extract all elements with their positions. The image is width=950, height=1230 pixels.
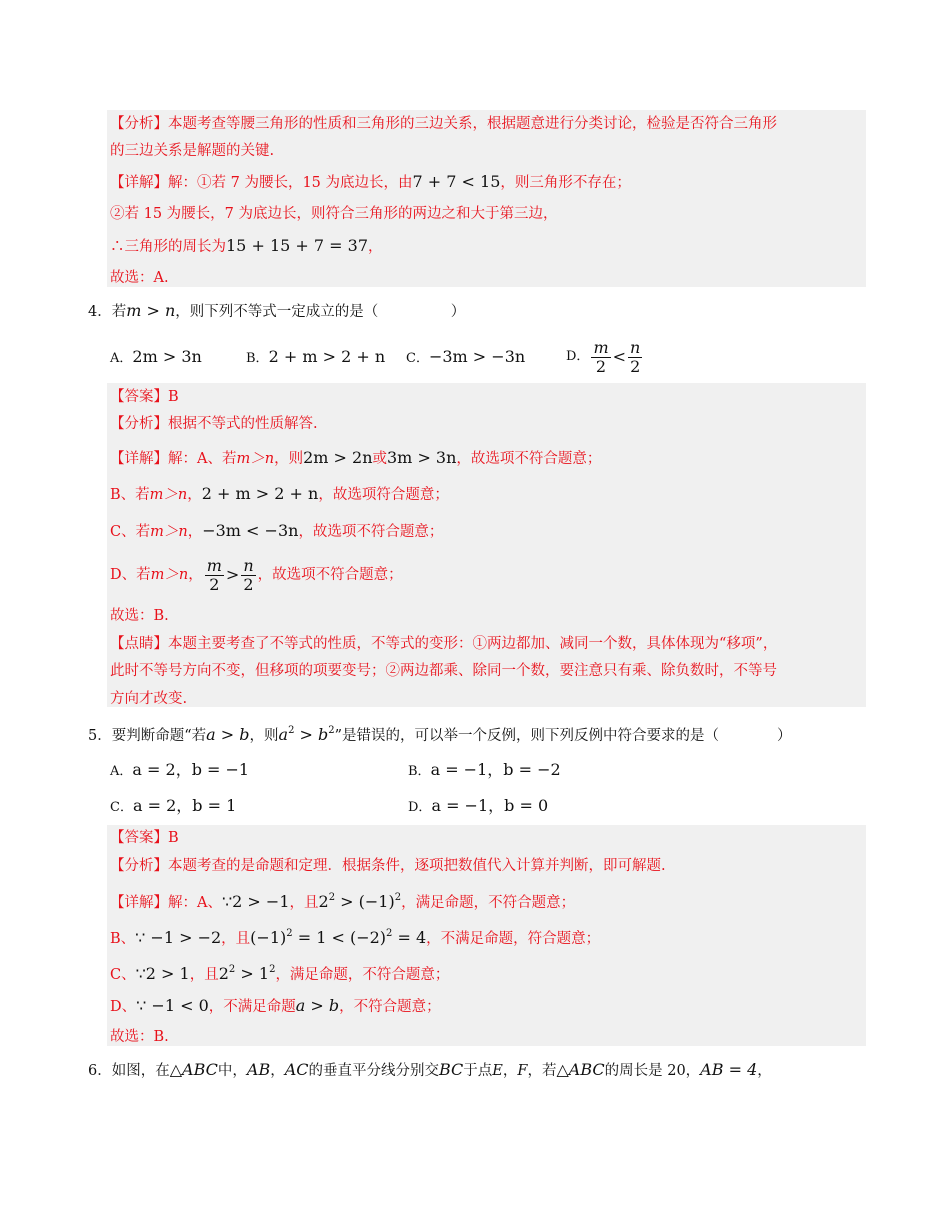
q5-b-suffix: ，不满足命题，符合题意； bbox=[426, 931, 601, 947]
q4-stem-prefix: 若 bbox=[111, 304, 127, 320]
q4-answer: 【答案】B bbox=[110, 389, 179, 405]
q3-perimeter bbox=[110, 236, 383, 257]
q6-p8: 的周长是 20， bbox=[604, 1063, 701, 1079]
q4-remark-line2: 此时不等号方向不变，但移项的项要变号；②两边都乘、除同一个数，要注意只有乘、除负数时，不等号 bbox=[110, 663, 777, 679]
q4-number: 4． bbox=[88, 304, 112, 320]
q4-d-op: > bbox=[225, 565, 240, 584]
q5-detail-a bbox=[110, 888, 575, 913]
q4-option-b-label: B． bbox=[246, 351, 269, 366]
q6-p5: 于点 bbox=[463, 1063, 493, 1079]
q4-detail-a-cond: m＞n bbox=[236, 451, 275, 467]
q3-detail bbox=[110, 172, 631, 193]
q5-b-math: ∵ −1 > −2 bbox=[135, 928, 222, 947]
q3-detail-math: 7 + 7 < 15 bbox=[412, 172, 501, 191]
q5-answer: 【答案】B bbox=[110, 830, 179, 846]
q5-option-c-label: C． bbox=[110, 800, 133, 815]
q3-perimeter-math: 15 + 15 + 7 = 37 bbox=[226, 236, 368, 255]
q3-analysis-line1: 【分析】本题考查等腰三角形的性质和三角形的三边关系，根据题意进行分类讨论，检验是否符合三角形 bbox=[110, 116, 777, 132]
q4-analysis: 【分析】根据不等式的性质解答. bbox=[110, 416, 318, 432]
q4-option-b bbox=[246, 347, 385, 369]
q3-analysis-line2: 的三边关系是解题的关键. bbox=[110, 143, 275, 159]
q4-option-d-num-left: m bbox=[593, 337, 609, 357]
q5-b-prefix: B、 bbox=[110, 931, 136, 947]
q5-detail-b bbox=[110, 924, 600, 949]
q4-option-d-den-left: 2 bbox=[595, 356, 607, 376]
q4-remark-line3: 方向才改变. bbox=[110, 691, 188, 707]
q5-b-math2: $(-1)^2 = 1 < (-2)^2 = 4$ bbox=[250, 928, 427, 947]
q5-option-b-label: B． bbox=[408, 764, 431, 779]
q6-tri1: △ABC bbox=[169, 1060, 218, 1079]
q4-d-frac-left bbox=[205, 557, 224, 594]
q6-e: E bbox=[492, 1063, 503, 1079]
q5-b-mid: ，且 bbox=[221, 931, 251, 947]
q4-option-c-label: C． bbox=[406, 351, 429, 366]
q4-detail-a-or: 或 bbox=[372, 451, 387, 467]
q5-d-math2: a > b bbox=[295, 996, 340, 1015]
q4-option-d-label: D． bbox=[566, 349, 590, 364]
q4-option-d-frac-right bbox=[628, 339, 642, 376]
q6-p1: 如图，在 bbox=[111, 1063, 170, 1079]
q4-detail-a-math2: 3m > 3n bbox=[387, 448, 457, 467]
q5-option-a bbox=[110, 760, 249, 782]
q4-option-a bbox=[110, 347, 202, 369]
q4-detail-a-sep: ，则 bbox=[274, 451, 304, 467]
q4-detail-a-prefix: 【详解】解：A、若 bbox=[110, 451, 237, 467]
q4-d-cond: m＞n bbox=[150, 567, 189, 583]
q4-d-suffix: ，故选项不符合题意； bbox=[257, 567, 403, 583]
q5-c-math: ∵2 > 1 bbox=[135, 964, 190, 983]
q4-stem-math: m > n bbox=[126, 301, 176, 320]
q5-option-b-text: a = −1，b = −2 bbox=[430, 760, 561, 779]
q5-option-c bbox=[110, 796, 236, 818]
q4-option-d-den-right: 2 bbox=[630, 356, 641, 376]
q5-detail-a-math: ∵2 > −1 bbox=[221, 892, 290, 911]
q4-option-c bbox=[406, 347, 525, 369]
q6-p6: ， bbox=[502, 1063, 518, 1079]
q5-analysis: 【分析】本题考查的是命题和定理．根据条件，逐项把数值代入计算并判断，即可解题. bbox=[110, 858, 666, 874]
q5-c-math2: $2^2 > 1^2$ bbox=[218, 964, 276, 983]
q3-perimeter-prefix: ∴三角形的周长为 bbox=[110, 239, 226, 255]
q6-ab4: AB = 4 bbox=[700, 1060, 758, 1079]
q3-perimeter-suffix: ， bbox=[368, 239, 383, 255]
q4-detail-a-math1: 2m > 2n bbox=[303, 448, 373, 467]
q4-detail-c bbox=[110, 521, 443, 542]
q5-option-d bbox=[408, 796, 548, 818]
q5-option-d-label: D． bbox=[408, 800, 432, 815]
q4-b-sep: ， bbox=[187, 487, 202, 503]
q6-bc: BC bbox=[439, 1060, 464, 1079]
q4-stem bbox=[88, 301, 465, 322]
q4-option-d-num-right: n bbox=[630, 337, 641, 357]
q6-p2: 中， bbox=[217, 1063, 247, 1079]
q4-d-den-left: 2 bbox=[209, 574, 220, 594]
q4-detail-d bbox=[110, 555, 403, 595]
q5-detail-a-prefix: 【详解】解：A、 bbox=[110, 895, 222, 911]
q6-ab: AB bbox=[246, 1060, 271, 1079]
q5-stem-suffix: ”是错误的，可以举一个反例，则下列反例中符合要求的是（ ） bbox=[334, 728, 792, 744]
q6-number: 6． bbox=[88, 1063, 112, 1079]
q5-stem-prefix: 要判断命题“若 bbox=[111, 728, 207, 744]
q5-stem bbox=[88, 721, 792, 746]
q4-detail-a-suffix: ，故选项不符合题意； bbox=[456, 451, 602, 467]
q5-detail-d bbox=[110, 996, 441, 1017]
q5-option-a-text: a = 2，b = −1 bbox=[132, 760, 250, 779]
q4-d-num-left: m bbox=[206, 555, 222, 575]
q5-d-suffix: ，不符合题意； bbox=[339, 999, 441, 1015]
q4-option-d-frac-left bbox=[591, 339, 610, 376]
q3-detail-prefix: 【详解】解：①若 7 为腰长，15 为底边长，由 bbox=[110, 175, 413, 191]
q4-c-sep: ， bbox=[187, 524, 203, 540]
q4-d-sep: ， bbox=[188, 567, 203, 583]
q4-d-num-right: n bbox=[243, 555, 254, 575]
q5-d-mid: ，不满足命题 bbox=[208, 999, 296, 1015]
q4-option-a-label: A． bbox=[110, 351, 133, 366]
q5-stem-mid: ，则 bbox=[249, 728, 279, 744]
q5-choice: 故选：B. bbox=[110, 1029, 169, 1045]
q4-option-d bbox=[566, 337, 644, 377]
q3-choice: 故选：A. bbox=[110, 270, 169, 286]
q4-b-suffix: ，故选项符合题意； bbox=[318, 487, 449, 503]
q4-d-den-right: 2 bbox=[243, 574, 254, 594]
q6-p4: 的垂直平分线分别交 bbox=[308, 1063, 439, 1079]
q4-b-cond: m＞n bbox=[149, 487, 188, 503]
q4-b-prefix: B、若 bbox=[110, 487, 150, 503]
q5-detail-a-math2: $2^2 > (-1)^2$ bbox=[318, 892, 402, 911]
q6-ac: AC bbox=[284, 1060, 309, 1079]
q5-stem-math1: a > b bbox=[206, 725, 250, 744]
q4-choice: 故选：B. bbox=[110, 608, 169, 624]
q4-option-d-op: < bbox=[612, 347, 627, 366]
q4-c-cond: m＞n bbox=[150, 524, 188, 540]
q4-c-prefix: C、若 bbox=[110, 524, 151, 540]
q3-solution-box bbox=[107, 110, 866, 287]
q5-detail-c bbox=[110, 960, 449, 985]
q5-option-c-text: a = 2，b = 1 bbox=[132, 796, 237, 815]
q5-d-prefix: D、 bbox=[110, 999, 137, 1015]
q5-number: 5． bbox=[88, 728, 112, 744]
q5-c-prefix: C、 bbox=[110, 967, 136, 983]
q6-tri2: △ABC bbox=[556, 1060, 605, 1079]
q4-option-b-math: 2 + m > 2 + n bbox=[268, 347, 386, 366]
q6-stem bbox=[88, 1060, 772, 1081]
q3-case2: ②若 15 为腰长，7 为底边长，则符合三角形的两边之和大于第三边， bbox=[110, 206, 558, 222]
q4-d-frac-right bbox=[241, 557, 255, 594]
q4-c-suffix: ，故选项不符合题意； bbox=[298, 524, 444, 540]
q4-b-math: 2 + m > 2 + n bbox=[201, 484, 319, 503]
q5-d-math: ∵ −1 < 0 bbox=[136, 996, 209, 1015]
q5-c-mid: ，且 bbox=[189, 967, 219, 983]
q5-option-d-text: a = −1，b = 0 bbox=[431, 796, 549, 815]
q5-c-suffix: ，满足命题，不符合题意； bbox=[275, 967, 450, 983]
q5-detail-a-suffix: ，满足命题，不符合题意； bbox=[401, 895, 576, 911]
q5-option-a-label: A． bbox=[110, 764, 133, 779]
q6-f: F bbox=[517, 1063, 528, 1079]
q4-option-c-math: −3m > −3n bbox=[428, 347, 526, 366]
q4-remark-line1: 【点睛】本题主要考查了不等式的性质，不等式的变形：①两边都加、减同一个数，具体体现为“移项”， bbox=[110, 636, 778, 652]
q5-detail-a-mid: ，且 bbox=[289, 895, 319, 911]
q6-p7: ，若 bbox=[527, 1063, 557, 1079]
q4-c-math: −3m < −3n bbox=[202, 521, 299, 540]
q4-option-a-math: 2m > 3n bbox=[132, 347, 202, 366]
q4-d-prefix: D、若 bbox=[110, 567, 151, 583]
q6-p3: ， bbox=[270, 1063, 285, 1079]
q4-detail-b bbox=[110, 484, 449, 505]
q6-p9: ， bbox=[757, 1063, 772, 1079]
q3-detail-suffix: ，则三角形不存在； bbox=[500, 175, 631, 191]
q5-stem-math2: $a^2 > b^2$ bbox=[278, 725, 335, 744]
q4-detail-a bbox=[110, 448, 601, 469]
q5-option-b bbox=[408, 760, 561, 782]
q4-stem-suffix: ，则下列不等式一定成立的是（ ） bbox=[175, 304, 466, 320]
